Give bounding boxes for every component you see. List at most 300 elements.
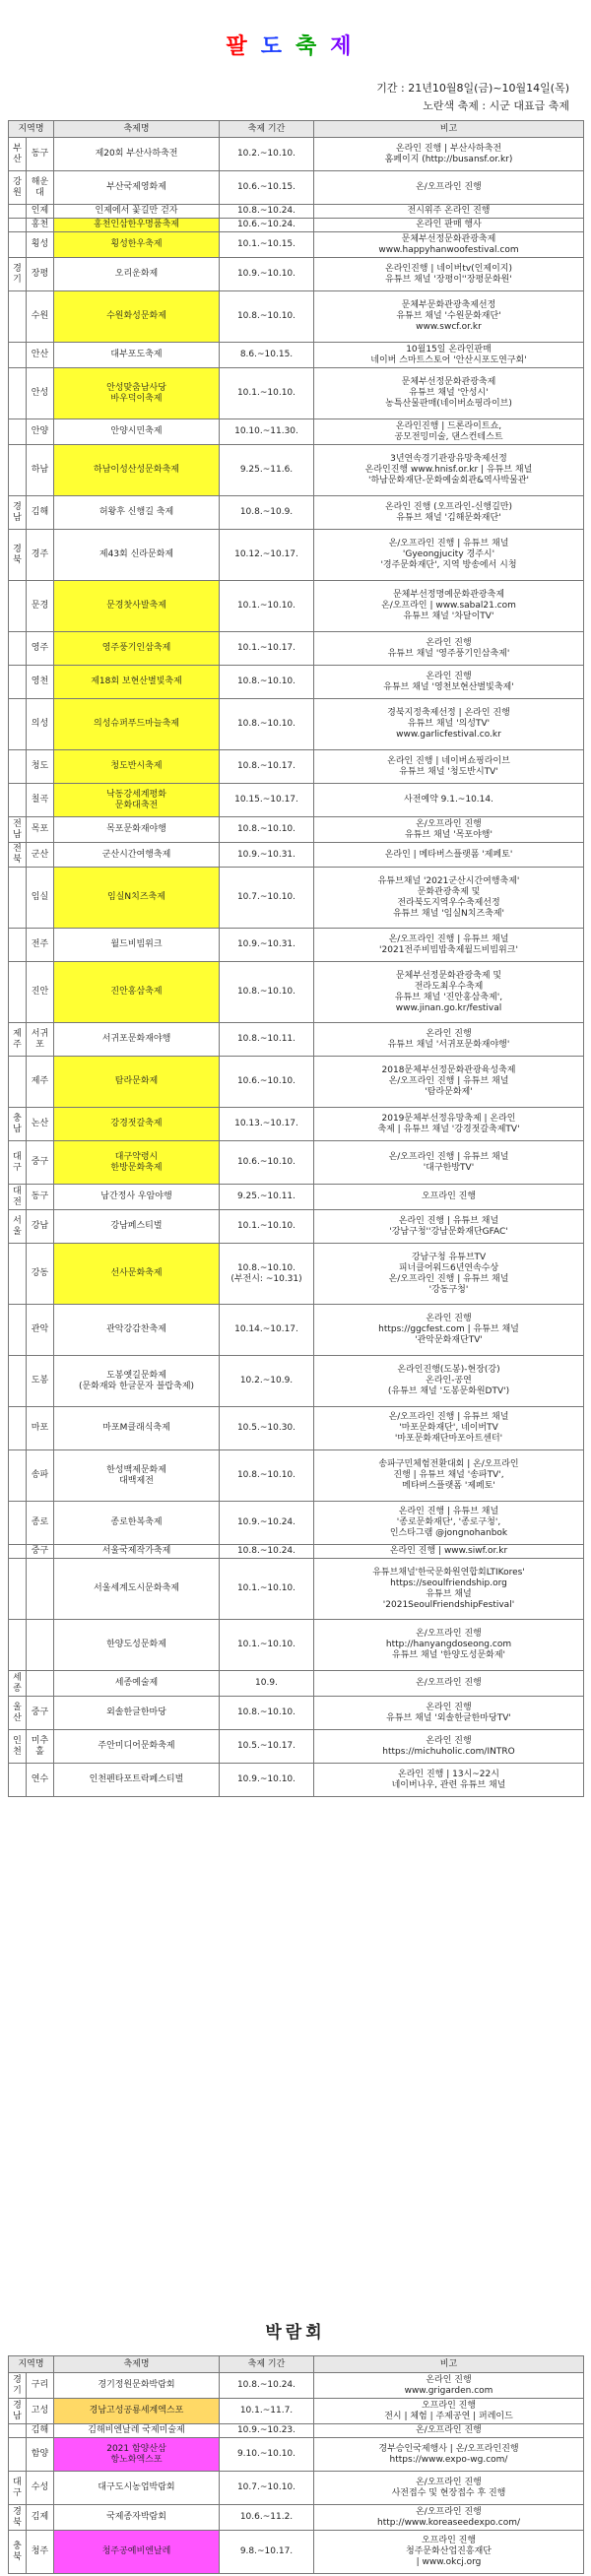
note-cell: 경부승인국제행사 | 온/오프라인진행 https://www.expo-wg.com/ — [314, 2438, 584, 2472]
city-cell: 김해 — [27, 496, 54, 530]
note-cell: 온라인 진행 www.grigarden.com — [314, 2373, 584, 2399]
period-cell: 10.8.~10.11. — [220, 1023, 314, 1057]
note-cell: 온/오프라인 진행 | 유튜브 채널 '대구한방TV' — [314, 1141, 584, 1185]
note-cell: 온라인 진행 유튜브 채널 '서귀포문화재야행' — [314, 1023, 584, 1057]
period-cell: 10.1.~10.10. — [220, 368, 314, 419]
city-cell: 동구 — [27, 138, 54, 171]
festival-name-cell: 인제에서 꽃길만 걷자 — [54, 205, 220, 219]
note-cell: 온/오프라인 진행 — [314, 1671, 584, 1697]
region-cell — [9, 2424, 27, 2438]
period-cell: 8.6.~10.15. — [220, 343, 314, 368]
festival-name-cell: 진안홍삼축제 — [54, 962, 220, 1023]
city-cell: 장평 — [27, 258, 54, 291]
region-cell — [9, 750, 27, 784]
note-cell: 2019문체부선정유망축제 | 온라인 축제 | 유튜브 채널 '강경젓갈축제TV' — [314, 1108, 584, 1141]
city-cell: 해운대 — [27, 171, 54, 205]
note-cell: 온라인 진행 | 유튜브 채널 '종로문화재단', '종로구청', 인스타그램 @jongnohanbok — [314, 1502, 584, 1545]
region-cell: 서울 — [9, 1210, 27, 1244]
festivals-row — [9, 258, 584, 291]
region-cell: 경남 — [9, 2399, 27, 2424]
period-cell: 10.1.~10.10. — [220, 581, 314, 632]
city-cell: 강남 — [27, 1210, 54, 1244]
period-cell: 10.2.~10.10. — [220, 138, 314, 171]
city-cell: 종로 — [27, 1502, 54, 1545]
region-cell — [9, 2438, 27, 2472]
city-cell: 송파 — [27, 1450, 54, 1502]
festival-name-cell: 서울세계도시문화축제 — [54, 1559, 220, 1620]
festivals-row — [9, 1023, 584, 1057]
period-cell: 10.12.~10.17. — [220, 530, 314, 581]
region-cell: 대구 — [9, 1141, 27, 1185]
expo-table — [8, 2355, 584, 2574]
festival-name-cell: 대구도시농업박람회 — [54, 2472, 220, 2505]
festival-name-cell: 관악강감찬축제 — [54, 1305, 220, 1356]
city-cell: 마포 — [27, 1407, 54, 1450]
festival-name-cell: 청도반시축제 — [54, 750, 220, 784]
region-cell: 인천 — [9, 1730, 27, 1764]
note-cell: 송파구민체험전환대회 | 온/오프라인 진행 | 유튜브 채널 '송파TV', 메타버스플랫폼 '제페토' — [314, 1450, 584, 1502]
period-cell: 9.25.~11.6. — [220, 445, 314, 496]
city-cell: 김제 — [27, 2505, 54, 2531]
festival-name-cell: 강남페스티벌 — [54, 1210, 220, 1244]
festivals-row — [9, 1108, 584, 1141]
note-cell: 전시위주 온라인 진행 — [314, 205, 584, 219]
note-cell: 온라인 진행 https://michuholic.com/INTRO — [314, 1730, 584, 1764]
festival-name-cell: 서귀포문화재야행 — [54, 1023, 220, 1057]
city-cell: 관악 — [27, 1305, 54, 1356]
title-char-3: 축 — [296, 34, 331, 59]
festival-name-cell: 하남이성산성문화축제 — [54, 445, 220, 496]
festival-table-header — [9, 121, 584, 138]
region-cell: 제주 — [9, 1023, 27, 1057]
city-cell: 횡성 — [27, 232, 54, 258]
region-cell — [9, 445, 27, 496]
period-cell: 10.1.~10.10. — [220, 1210, 314, 1244]
title-char-2: 도 — [260, 34, 296, 59]
region-cell — [9, 1450, 27, 1502]
period-cell: 10.1.~10.15. — [220, 232, 314, 258]
festivals-row — [9, 343, 584, 368]
period-cell: 10.5.~10.30. — [220, 1407, 314, 1450]
period-line: 기간 : 21년10월8일(금)~10월14일(목) — [376, 82, 569, 95]
note-cell: 온/오프라인 진행 http://www.koreaseedexpo.com/ — [314, 2505, 584, 2531]
city-cell — [27, 1620, 54, 1671]
region-cell: 강원 — [9, 171, 27, 205]
period-cell: 9.10.~10.10. — [220, 2438, 314, 2472]
col-name: 축제명 — [54, 121, 220, 138]
expo-row — [9, 2531, 584, 2574]
expo-row — [9, 2399, 584, 2424]
festival-name-cell: 마포M클래식축제 — [54, 1407, 220, 1450]
period-cell: 10.10.~11.30. — [220, 419, 314, 445]
note-cell: 온라인 진행 유튜브 채널 '영주풍기인삼축제' — [314, 632, 584, 666]
festivals-row — [9, 530, 584, 581]
region-cell: 부산 — [9, 138, 27, 171]
city-cell: 강동 — [27, 1244, 54, 1305]
festival-name-cell: 인천펜타포트락페스티벌 — [54, 1764, 220, 1797]
note-cell: 온라인 판매 행사 — [314, 219, 584, 232]
note-cell: 강남구청 유튜브TV 피너클어워드6년연속수상 온/오프라인 진행 | 유튜브 채널 '강동구청' — [314, 1244, 584, 1305]
city-cell: 고성 — [27, 2399, 54, 2424]
note-cell: 10월15일 온라인판매 네이버 스마트스토어 '안산시포도연구회' — [314, 343, 584, 368]
festival-name-cell: 주안미디어문화축제 — [54, 1730, 220, 1764]
festival-table-body — [9, 138, 584, 1797]
note-cell: 문체부선정문화관광축제 유튜브 채널 '안성시' 농특산물판매(네이버쇼핑라이브) — [314, 368, 584, 419]
note-cell: 온라인 | 메타버스플랫폼 '제페토' — [314, 843, 584, 868]
col-region: 지역명 — [9, 121, 54, 138]
festival-name-cell: 대구약령시 한방문화축제 — [54, 1141, 220, 1185]
city-cell: 임실 — [27, 868, 54, 929]
period-cell: 10.6.~10.24. — [220, 219, 314, 232]
region-cell — [9, 343, 27, 368]
period-cell: 10.2.~10.9. — [220, 1356, 314, 1407]
festivals-row — [9, 1545, 584, 1559]
region-cell — [9, 1545, 27, 1559]
festival-name-cell: 부산국제영화제 — [54, 171, 220, 205]
region-cell — [9, 784, 27, 817]
title-char-4: 제 — [330, 34, 365, 59]
festival-name-cell: 홍천인삼한우명품축제 — [54, 219, 220, 232]
region-cell: 경기 — [9, 258, 27, 291]
region-cell: 경북 — [9, 530, 27, 581]
note-cell: 온/오프라인 진행 | 유튜브 채널 'Gyeongjucity 경주시' '경주문화재단', 지역 방송에서 시청 — [314, 530, 584, 581]
festival-name-cell: 오리운화제 — [54, 258, 220, 291]
region-cell: 전북 — [9, 843, 27, 868]
period-cell: 10.8.~10.10. (부전시: ~10.31) — [220, 1244, 314, 1305]
region-cell — [9, 1502, 27, 1545]
region-cell — [9, 699, 27, 750]
festival-name-cell: 경기정원문화박람회 — [54, 2373, 220, 2399]
region-cell — [9, 1305, 27, 1356]
col-period: 축제 기간 — [220, 121, 314, 138]
region-cell — [9, 291, 27, 343]
city-cell — [27, 1671, 54, 1697]
city-cell: 연수 — [27, 1764, 54, 1797]
festivals-row — [9, 666, 584, 699]
city-cell: 홍천 — [27, 219, 54, 232]
festival-name-cell: 횡성한우축제 — [54, 232, 220, 258]
note-cell: 온라인진행 | 네이버tv(인제이지) 유튜브 채널 '장평이''장평문화원' — [314, 258, 584, 291]
expo-col-name: 축제명 — [54, 2356, 220, 2373]
festival-name-cell: 대부포도축제 — [54, 343, 220, 368]
city-cell: 안산 — [27, 343, 54, 368]
region-cell: 울산 — [9, 1697, 27, 1730]
period-cell: 10.6.~10.10. — [220, 1057, 314, 1108]
period-cell: 10.9.~10.23. — [220, 2424, 314, 2438]
city-cell: 하남 — [27, 445, 54, 496]
city-cell: 군산 — [27, 843, 54, 868]
period-cell: 10.1.~10.10. — [220, 1559, 314, 1620]
note-cell: 온라인 진행 유튜브 채널 '영천보현산별빛축제' — [314, 666, 584, 699]
festival-name-cell: 안양시민축제 — [54, 419, 220, 445]
period-cell: 10.8.~10.10. — [220, 666, 314, 699]
period-cell: 10.7.~10.10. — [220, 2472, 314, 2505]
city-cell: 중구 — [27, 1697, 54, 1730]
festivals-row — [9, 1210, 584, 1244]
region-cell — [9, 1356, 27, 1407]
city-cell: 수성 — [27, 2472, 54, 2505]
festival-name-cell: 청주공예비엔날레 — [54, 2531, 220, 2574]
note-cell: 온/오프라인 진행 사전접수 및 현장접수 후 진행 — [314, 2472, 584, 2505]
period-cell: 10.8.~10.9. — [220, 496, 314, 530]
note-cell: 문체부문화관광축제선정 유튜브 채널 '수원문화재단' www.swcf.or.kr — [314, 291, 584, 343]
festivals-row — [9, 1502, 584, 1545]
city-cell: 중구 — [27, 1141, 54, 1185]
note-cell: 문체부선정명예문화관광축제 온/오프라인 | www.sabal21.com 유튜브 채널 '차달이TV' — [314, 581, 584, 632]
region-cell: 대구 — [9, 2472, 27, 2505]
festival-name-cell: 낙동강세계평화 문화대축전 — [54, 784, 220, 817]
city-cell: 문경 — [27, 581, 54, 632]
city-cell: 논산 — [27, 1108, 54, 1141]
festivals-row — [9, 419, 584, 445]
region-cell: 충북 — [9, 2531, 27, 2574]
period-cell: 10.15.~10.17. — [220, 784, 314, 817]
period-cell: 10.8.~10.10. — [220, 1450, 314, 1502]
note-cell: 온/오프라인 진행 http://hanyangdoseong.com 유튜브 채널 '한양도성문화제' — [314, 1620, 584, 1671]
festivals-row — [9, 817, 584, 843]
city-cell: 서귀포 — [27, 1023, 54, 1057]
expo-table-body — [9, 2373, 584, 2574]
festivals-row — [9, 962, 584, 1023]
note-cell: 문체부선정문화관광축제 및 전라도최우수축제 유튜브 채널 '진안홍삼축제', www.jinan.go.kr/festival — [314, 962, 584, 1023]
note-cell: 온/오프라인 진행 — [314, 2424, 584, 2438]
festival-name-cell: 선사문화축제 — [54, 1244, 220, 1305]
expo-row — [9, 2438, 584, 2472]
note-cell: 경북지정축제선정 | 온라인 진행 유튜브 채널 '의성TV' www.garlicfestival.co.kr — [314, 699, 584, 750]
period-cell: 10.8.~10.24. — [220, 1545, 314, 1559]
festivals-row — [9, 496, 584, 530]
region-cell — [9, 666, 27, 699]
region-cell — [9, 929, 27, 962]
festivals-row — [9, 1559, 584, 1620]
period-cell: 10.1.~10.17. — [220, 632, 314, 666]
note-cell: 온라인 진행 | 부산사하축전 홈페이지 (http://busansf.or.kr) — [314, 138, 584, 171]
expo-row — [9, 2505, 584, 2531]
note-cell: 온/오프라인 진행 | 유튜브 채널 '마포문화재단', 네이버TV '마포문화재단마포아트센터' — [314, 1407, 584, 1450]
region-cell — [9, 1620, 27, 1671]
note-cell: 온/오프라인 진행 유튜브 채널 '목포야행' — [314, 817, 584, 843]
expo-table-header — [9, 2356, 584, 2373]
city-cell: 도봉 — [27, 1356, 54, 1407]
note-cell: 유튜브채널'한국문화원연합회LTIKores' https://seoulfriendship.org 유튜브 채널 '2021SeoulFriendshipFestival' — [314, 1559, 584, 1620]
period-cell: 10.9. — [220, 1671, 314, 1697]
period-cell: 10.8.~10.10. — [220, 962, 314, 1023]
period-cell: 10.8.~10.17. — [220, 750, 314, 784]
region-cell — [9, 205, 27, 219]
festivals-row — [9, 1671, 584, 1697]
festivals-row — [9, 1764, 584, 1797]
festival-name-cell: 강경젓갈축제 — [54, 1108, 220, 1141]
note-cell: 온라인 진행 유튜브 채널 '외솔한글한마당TV' — [314, 1697, 584, 1730]
region-cell — [9, 581, 27, 632]
festivals-row — [9, 1450, 584, 1502]
note-cell: 2018문체부선정문화관광육성축제 온/오프라인 진행 | 유튜브 채널 '탐라문화제' — [314, 1057, 584, 1108]
festivals-row — [9, 1407, 584, 1450]
city-cell — [27, 1559, 54, 1620]
festival-name-cell: 한성백제문화제 대백제전 — [54, 1450, 220, 1502]
festivals-row — [9, 138, 584, 171]
period-cell: 10.1.~10.10. — [220, 1620, 314, 1671]
period-cell: 10.8.~10.10. — [220, 291, 314, 343]
note-cell: 온라인 진행 (오프라인-신행길만) 유튜브 채널 '김해문화재단' — [314, 496, 584, 530]
festival-name-cell: 세종예술제 — [54, 1671, 220, 1697]
festivals-row — [9, 1244, 584, 1305]
festival-name-cell: 서울국제작가축제 — [54, 1545, 220, 1559]
festivals-row — [9, 868, 584, 929]
period-cell: 10.8.~10.24. — [220, 2373, 314, 2399]
region-cell: 경기 — [9, 2373, 27, 2399]
period-cell: 10.9.~10.31. — [220, 929, 314, 962]
festival-name-cell: 남간정사 우암야행 — [54, 1185, 220, 1210]
festival-table — [8, 120, 584, 1797]
city-cell: 전주 — [27, 929, 54, 962]
festival-name-cell: 의성슈퍼푸드마늘축제 — [54, 699, 220, 750]
expo-title: 박람회 — [265, 2323, 326, 2343]
festival-name-cell: 김해비엔날레 국제미술제 — [54, 2424, 220, 2438]
festivals-row — [9, 1141, 584, 1185]
city-cell: 청도 — [27, 750, 54, 784]
festival-name-cell: 한양도성문화제 — [54, 1620, 220, 1671]
period-cell: 9.25.~10.11. — [220, 1185, 314, 1210]
note-cell: 사전예약 9.1.~10.14. — [314, 784, 584, 817]
festival-name-cell: 제20회 부산사하축전 — [54, 138, 220, 171]
note-cell: 온라인 진행 | www.siwf.or.kr — [314, 1545, 584, 1559]
note-cell: 3년연속경기관광유망축제선정 온라인진행 www.hnisf.or.kr | 유튜브 채널 '하남문화재단-문화예술회관&역사박물관' — [314, 445, 584, 496]
festivals-row — [9, 1620, 584, 1671]
festival-name-cell: 경남고성공룡세계엑스포 — [54, 2399, 220, 2424]
festivals-row — [9, 750, 584, 784]
note-cell: 온/오프라인 진행 | 유튜브 채널 '2021전주비빔밥축제월드비빔위크' — [314, 929, 584, 962]
festivals-row — [9, 171, 584, 205]
city-cell: 경주 — [27, 530, 54, 581]
note-cell: 오프라인 진행 청주문화산업진흥재단 | www.okcj.org — [314, 2531, 584, 2574]
region-cell: 경북 — [9, 2505, 27, 2531]
legend-line: 노란색 축제 : 시군 대표급 축제 — [423, 99, 569, 112]
festival-name-cell: 군산시간여행축제 — [54, 843, 220, 868]
city-cell: 칠곡 — [27, 784, 54, 817]
period-cell: 10.13.~10.17. — [220, 1108, 314, 1141]
period-cell: 10.14.~10.17. — [220, 1305, 314, 1356]
expo-col-period: 축제 기간 — [220, 2356, 314, 2373]
expo-row — [9, 2472, 584, 2505]
festival-name-cell: 목포문화재야행 — [54, 817, 220, 843]
note-cell: 온라인 진행 | 13시~22시 네이버나우, 관련 유튜브 채널 — [314, 1764, 584, 1797]
festivals-row — [9, 291, 584, 343]
city-cell: 진안 — [27, 962, 54, 1023]
city-cell: 목포 — [27, 817, 54, 843]
period-cell: 10.8.~10.10. — [220, 699, 314, 750]
city-cell: 구리 — [27, 2373, 54, 2399]
city-cell: 김해 — [27, 2424, 54, 2438]
col-note: 비고 — [314, 121, 584, 138]
city-cell: 청주 — [27, 2531, 54, 2574]
festivals-row — [9, 219, 584, 232]
festivals-row — [9, 1185, 584, 1210]
period-cell: 10.1.~11.7. — [220, 2399, 314, 2424]
city-cell: 제주 — [27, 1057, 54, 1108]
festival-name-cell: 탐라문화제 — [54, 1057, 220, 1108]
period-cell: 10.5.~10.17. — [220, 1730, 314, 1764]
festival-name-cell: 종로한복축제 — [54, 1502, 220, 1545]
festivals-row — [9, 581, 584, 632]
festivals-row — [9, 232, 584, 258]
period-cell: 10.9.~10.10. — [220, 258, 314, 291]
festival-name-cell: 제43회 신라문화제 — [54, 530, 220, 581]
note-cell: 문체부선정문화관광축제 www.happyhanwoofestival.com — [314, 232, 584, 258]
festivals-row — [9, 699, 584, 750]
city-cell: 영주 — [27, 632, 54, 666]
note-cell: 온/오프라인 진행 — [314, 171, 584, 205]
expo-row — [9, 2424, 584, 2438]
expo-col-note: 비고 — [314, 2356, 584, 2373]
region-cell — [9, 868, 27, 929]
note-cell: 유튜브채널 '2021군산시간여행축제' 문화관광축제 및 전라북도지역우수축제선정 유튜브 채널 '임실N치즈축제' — [314, 868, 584, 929]
note-cell: 오프라인 진행 전시 | 체험 | 주제공연 | 퍼레이드 — [314, 2399, 584, 2424]
city-cell: 안성 — [27, 368, 54, 419]
city-cell: 인제 — [27, 205, 54, 219]
region-cell — [9, 632, 27, 666]
festival-name-cell: 도봉옛길문화제 (문화재와 한글문자 블랍축제) — [54, 1356, 220, 1407]
region-cell — [9, 1407, 27, 1450]
region-cell: 세종 — [9, 1671, 27, 1697]
festival-name-cell: 영주풍기인삼축제 — [54, 632, 220, 666]
festivals-row — [9, 632, 584, 666]
note-cell: 온라인 진행 | 네이버쇼핑라이브 유튜브 채널 '청도반시TV' — [314, 750, 584, 784]
period-cell: 10.9.~10.31. — [220, 843, 314, 868]
festivals-row — [9, 205, 584, 219]
festival-name-cell: 외솔한글한마당 — [54, 1697, 220, 1730]
period-cell: 10.6.~11.2. — [220, 2505, 314, 2531]
festival-name-cell: 수원화성문화제 — [54, 291, 220, 343]
region-cell — [9, 219, 27, 232]
festival-name-cell: 2021 함양산삼 항노화엑스포 — [54, 2438, 220, 2472]
note-cell: 온라인 진행 https://ggcfest.com | 유튜브 채널 '관악문화재단TV' — [314, 1305, 584, 1356]
expo-row — [9, 2373, 584, 2399]
city-cell: 수원 — [27, 291, 54, 343]
expo-col-region: 지역명 — [9, 2356, 54, 2373]
region-cell — [9, 368, 27, 419]
festival-name-cell: 제18회 보현산별빛축제 — [54, 666, 220, 699]
festival-name-cell: 문경찻사발축제 — [54, 581, 220, 632]
region-cell — [9, 1559, 27, 1620]
festivals-row — [9, 1057, 584, 1108]
region-cell — [9, 1057, 27, 1108]
note-cell: 온라인진행 | 드론라이트쇼, 공모전밍미술, 댄스컨테스트 — [314, 419, 584, 445]
period-cell: 10.7.~10.10. — [220, 868, 314, 929]
festivals-row — [9, 1305, 584, 1356]
period-cell: 10.8.~10.10. — [220, 1697, 314, 1730]
page-title — [0, 30, 591, 60]
period-cell: 10.8.~10.24. — [220, 205, 314, 219]
festivals-row — [9, 843, 584, 868]
city-cell: 의성 — [27, 699, 54, 750]
festivals-row — [9, 368, 584, 419]
region-cell: 충남 — [9, 1108, 27, 1141]
festival-name-cell: 국제종자박람회 — [54, 2505, 220, 2531]
period-cell: 10.9.~10.10. — [220, 1764, 314, 1797]
festival-name-cell: 허왕후 신행길 축제 — [54, 496, 220, 530]
note-cell: 오프라인 진행 — [314, 1185, 584, 1210]
festival-name-cell: 임실N치즈축제 — [54, 868, 220, 929]
note-cell: 온라인진행(도봉)-현장(강) 온라인-공연 (유튜브 채널 '도봉문화원DTV') — [314, 1356, 584, 1407]
city-cell: 미추홀 — [27, 1730, 54, 1764]
title-char-1: 팔 — [226, 34, 261, 59]
region-cell — [9, 419, 27, 445]
festival-name-cell: 안성맞춤남사당 바우덕이축제 — [54, 368, 220, 419]
region-cell: 전남 — [9, 817, 27, 843]
festivals-row — [9, 445, 584, 496]
festivals-row — [9, 929, 584, 962]
